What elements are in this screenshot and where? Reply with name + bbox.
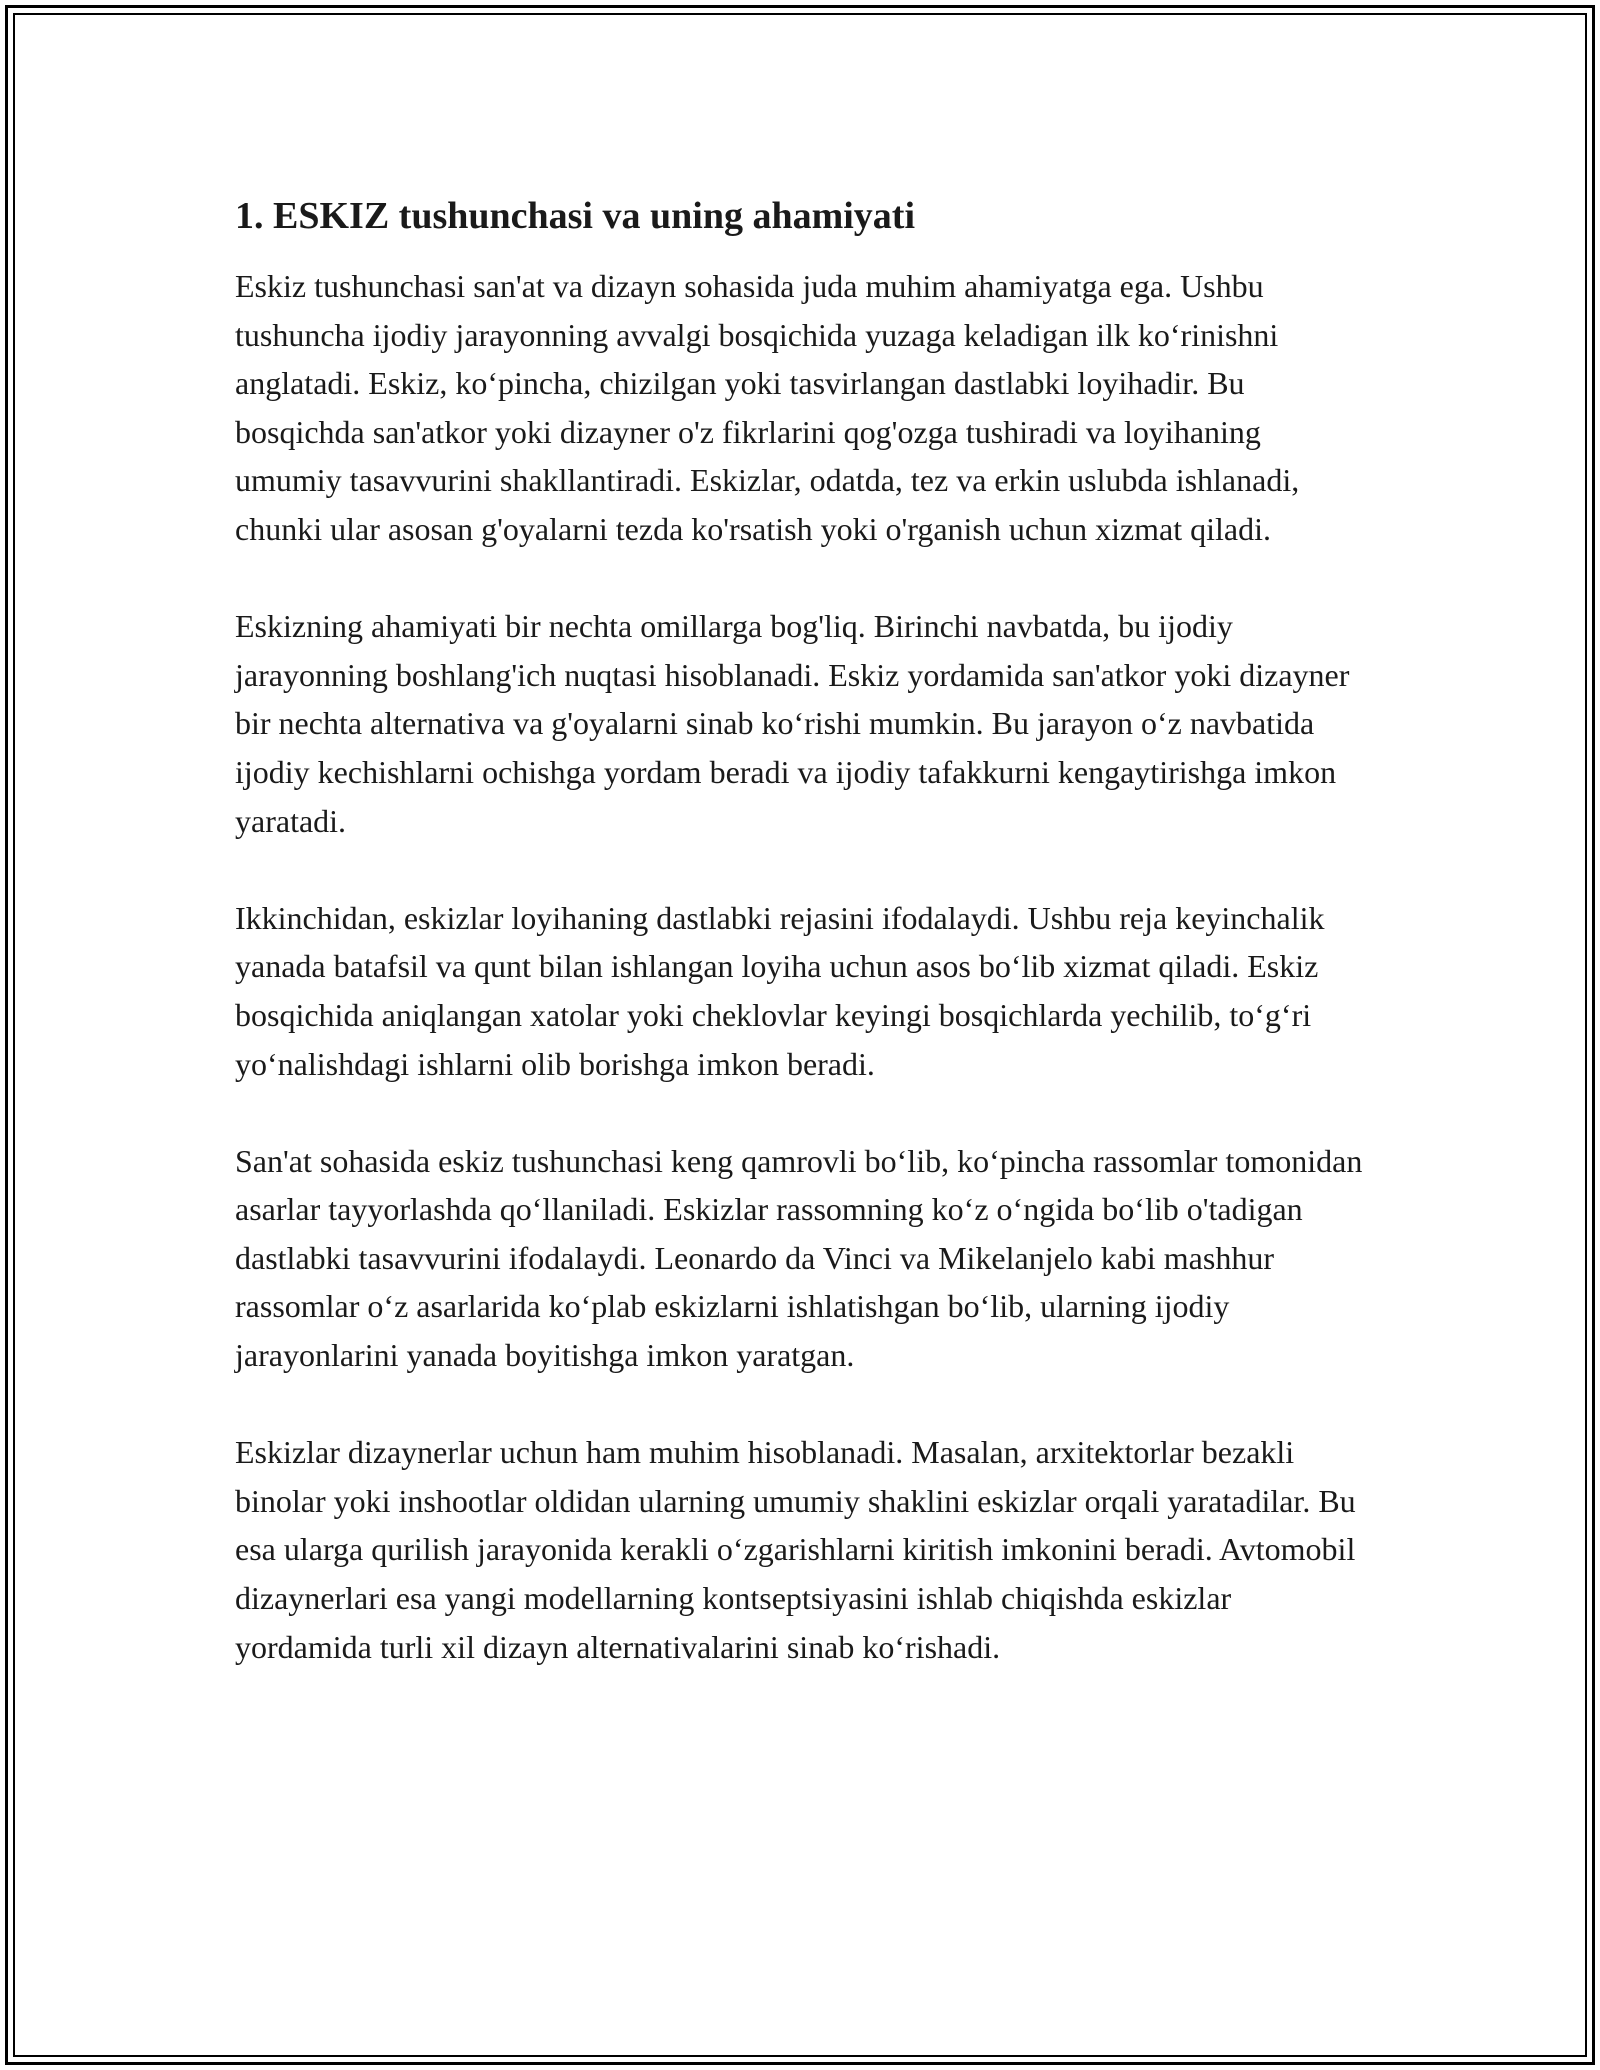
paragraph-1: Eskiz tushunchasi san'at va dizayn sohasida juda muhim ahamiyatga ega. Ushbu tushuncha ijodiy jarayonning avvalgi bosqichida yuzaga keladigan ilk ko‘rinishni anglatadi. Eskiz, ko‘pincha, chizilgan yoki tasvirlangan dastlabki loyihadir. Bu bosqichda san'atkor yoki dizayner o'z fikrlarini qog'ozga tushiradi va loyihaning umumiy tasavvurini shakllantiradi. Eskizlar, odatda, tez va erkin uslubda ishlanadi, chunki ular asosan g'oyalarni tezda ko'rsatish yoki o'rganish uchun xizmat qiladi. xyxy=(235,268,1300,547)
paragraph-5: Eskizlar dizaynerlar uchun ham muhim hisoblanadi. Masalan, arxitektorlar bezakli binolar yoki inshootlar oldidan ularning umumiy shaklini eskizlar orqali yaratadilar. Bu esa ularga qurilish jarayonida kerakli o‘zgarishlarni kiritish imkonini beradi. Avtomobil dizaynerlari esa yangi modellarning kontseptsiyasini ishlab chiqishda eskizlar yordamida turli xil dizayn alternativalarini sinab ko‘rishadi. xyxy=(235,1434,1356,1665)
paragraph-4: San'at sohasida eskiz tushunchasi keng qamrovli bo‘lib, ko‘pincha rassomlar tomonidan asarlar tayyorlashda qo‘llaniladi. Eskizlar rassomning ko‘z o‘ngida bo‘lib o'tadigan dastlabki tasavvurini ifodalaydi. Leonardo da Vinci va Mikelanjelo kabi mashhur rassomlar o‘z asarlarida ko‘plab eskizlarni ishlatishgan bo‘lib, ularning ijodiy jarayonlarini yanada boyitishga imkon yaratgan. xyxy=(235,1142,1363,1374)
section-title: 1. ESKIZ tushunchasi va uning ahamiyati xyxy=(235,195,916,237)
paragraph-3: Ikkinchidan, eskizlar loyihaning dastlabki rejasini ifodalaydi. Ushbu reja keyinchalik yanada batafsil va qunt bilan ishlangan loyiha uchun asos bo‘lib xizmat qiladi. Eskiz bosqichida aniqlangan xatolar yoki cheklovlar keyingi bosqichlarda yechilib, to‘g‘ri yo‘nalishdagi ishlarni olib borishga imkon beradi. xyxy=(235,899,1325,1082)
document-body xyxy=(235,188,1375,1720)
paragraph-2: Eskizning ahamiyati bir nechta omillarga bog'liq. Birinchi navbatda, bu ijodiy jarayonning boshlang'ich nuqtasi hisoblanadi. Eskiz yordamida san'atkor yoki dizayner bir nechta alternativa va g'oyalarni sinab ko‘rishi mumkin. Bu jarayon o‘z navbatida ijodiy kechishlarni ochishga yordam beradi va ijodiy tafakkurni kengaytirishga imkon yaratadi. xyxy=(235,608,1350,839)
